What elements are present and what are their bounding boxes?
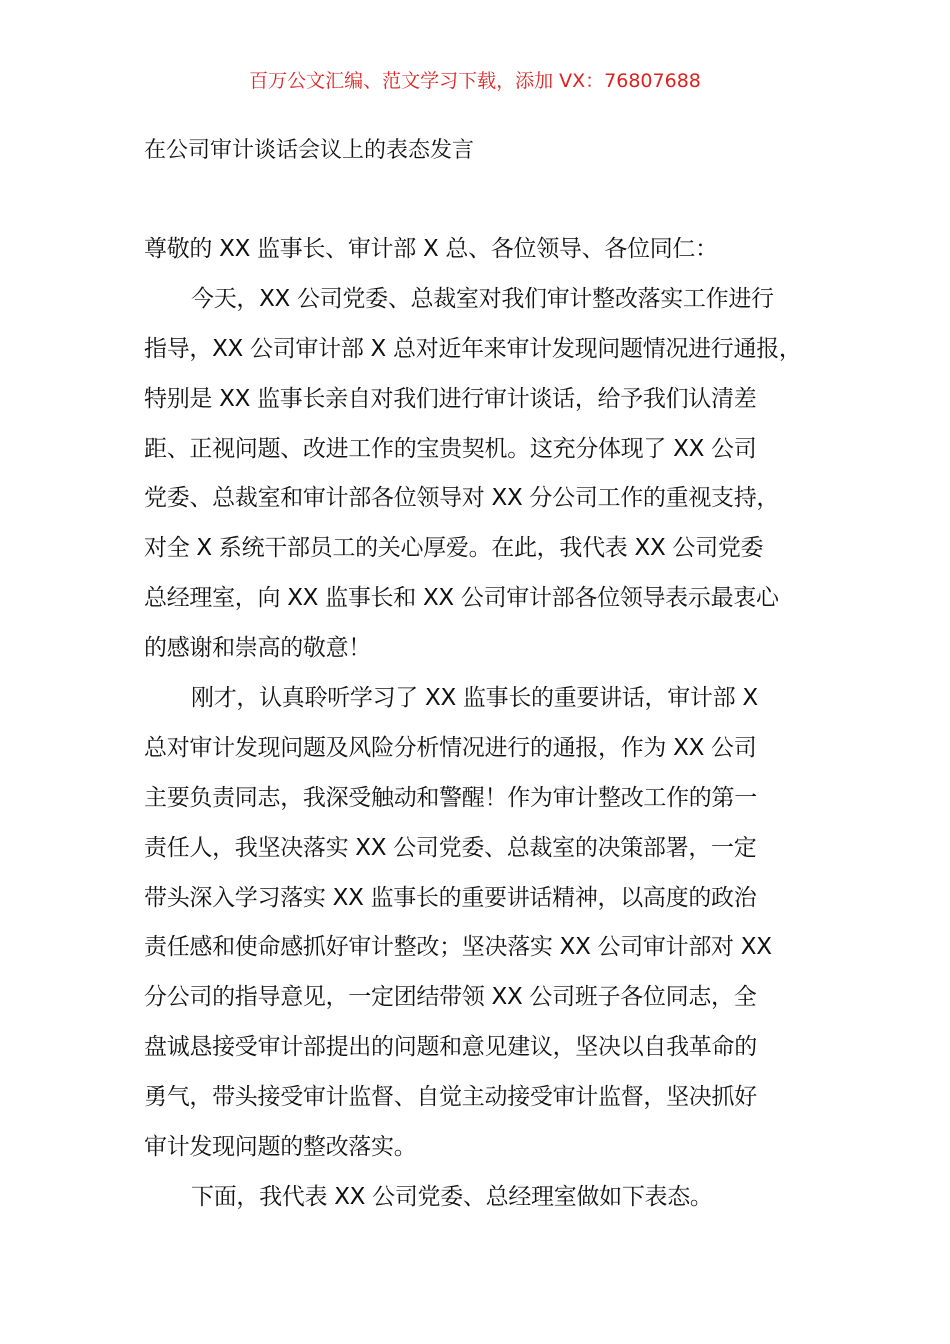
paragraph-line: 的感谢和崇高的敬意！ [144,635,372,662]
paragraph-line: 带头深入学习落实 XX 监事长的重要讲话精神，以高度的政治 [144,884,757,911]
paragraph-line: 总对审计发现问题及风险分析情况进行的通报，作为 XX 公司 [144,734,757,761]
document-title: 在公司审计谈话会议上的表态发言 [144,138,475,163]
paragraph-line: 分公司的指导意见，一定团结带领 XX 公司班子各位同志，全 [144,984,757,1011]
paragraph-line: 总经理室，向 XX 监事长和 XX 公司审计部各位领导表示最衷心 [144,585,779,612]
watermark-header: 百万公文汇编、范文学习下载，添加 VX：76807688 [249,70,701,92]
paragraph-line: 责任感和使命感抓好审计整改；坚决落实 XX 公司审计部对 XX [144,934,772,961]
paragraph-line: 距、正视问题、改进工作的宝贵契机。这充分体现了 XX 公司 [144,435,757,462]
paragraph-line: 刚才，认真聆听学习了 XX 监事长的重要讲话，审计部 X [191,685,758,712]
paragraph-line: 党委、总裁室和审计部各位领导对 XX 分公司工作的重视支持， [144,485,780,512]
document-body [144,224,844,1222]
salutation: 尊敬的 XX 监事长、审计部 X 总、各位领导、各位同仁： [144,236,718,262]
paragraph-line: 下面，我代表 XX 公司党委、总经理室做如下表态。 [191,1183,713,1210]
paragraph-line: 今天，XX 公司党委、总裁室对我们审计整改落实工作进行 [191,285,774,312]
paragraph-line: 责任人，我坚决落实 XX 公司党委、总裁室的决策部署，一定 [144,834,757,861]
paragraph-line: 盘诚恳接受审计部提出的问题和意见建议，坚决以自我革命的 [144,1034,757,1061]
paragraph-line: 指导，XX 公司审计部 X 总对近年来审计发现问题情况进行通报， [144,335,802,362]
paragraph-line: 审计发现问题的整改落实。 [144,1134,417,1161]
paragraph-line: 特别是 XX 监事长亲自对我们进行审计谈话，给予我们认清差 [144,385,757,412]
paragraph-line: 勇气，带头接受审计监督、自觉主动接受审计监督，坚决抓好 [144,1084,757,1111]
paragraph-line: 主要负责同志，我深受触动和警醒！作为审计整改工作的第一 [144,784,757,811]
paragraph-line: 对全 X 系统干部员工的关心厚爱。在此，我代表 XX 公司党委 [144,535,764,562]
